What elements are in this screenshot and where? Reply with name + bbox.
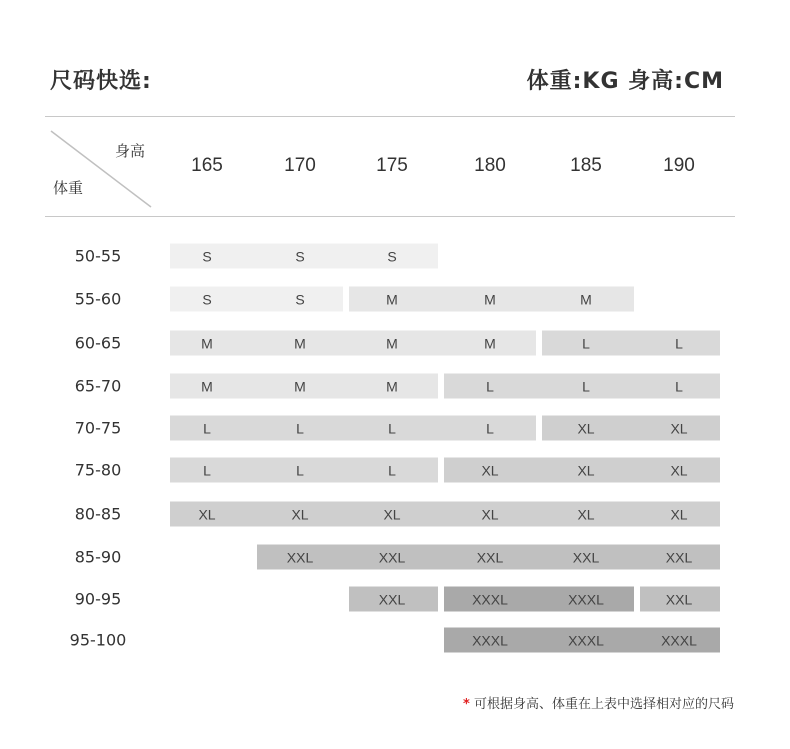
size-cell: M — [294, 378, 306, 394]
size-bar-m — [170, 374, 438, 399]
size-cell: S — [202, 291, 212, 307]
row-label-85-90: 85-90 — [74, 547, 122, 567]
units-label: 体重:KG 身高:CM — [526, 69, 724, 94]
size-cell: M — [294, 335, 306, 351]
size-cell: L — [296, 462, 304, 478]
size-cell: M — [201, 378, 213, 394]
row-label-50-55: 50-55 — [74, 246, 122, 266]
size-bar-s — [170, 287, 343, 312]
column-header-165: 165 — [191, 155, 223, 176]
size-bar-xl — [542, 416, 720, 441]
size-bar-l — [170, 458, 438, 483]
size-bar-xxl — [349, 587, 438, 612]
size-cell: XL — [577, 420, 595, 436]
size-cell: L — [203, 462, 211, 478]
size-bar-m — [349, 287, 634, 312]
footnote-text: 可根据身高、体重在上表中选择相对应的尺码 — [473, 697, 734, 712]
row-label-65-70: 65-70 — [74, 376, 122, 396]
size-bar-l — [170, 416, 536, 441]
size-cell: XL — [670, 420, 688, 436]
row-label-80-85: 80-85 — [74, 504, 122, 524]
size-cell: S — [202, 248, 212, 264]
size-cell: XL — [577, 506, 595, 522]
size-cell: S — [295, 291, 305, 307]
row-label-55-60: 55-60 — [74, 289, 122, 309]
size-bar-xl — [170, 502, 720, 527]
size-bar-m — [170, 331, 536, 356]
size-cell: M — [201, 335, 213, 351]
size-cell: XL — [291, 506, 309, 522]
size-bar-l — [542, 331, 720, 356]
header-divider — [45, 216, 735, 217]
column-header-180: 180 — [474, 155, 506, 176]
row-label-95-100: 95-100 — [69, 630, 127, 650]
column-header-190: 190 — [663, 155, 695, 176]
size-cell: XXXL — [661, 632, 697, 648]
size-cell: XXL — [572, 549, 600, 565]
size-cell: M — [386, 378, 398, 394]
size-cell: XL — [383, 506, 401, 522]
size-cell: XXL — [378, 549, 406, 565]
column-header-185: 185 — [570, 155, 602, 176]
size-bar-l — [444, 374, 720, 399]
size-cell: XL — [481, 462, 499, 478]
size-cell: L — [388, 420, 396, 436]
size-cell: S — [295, 248, 305, 264]
footnote-star: * — [463, 697, 470, 712]
size-cell: XXXL — [472, 591, 508, 607]
row-label-70-75: 70-75 — [74, 418, 122, 438]
size-cell: XL — [198, 506, 216, 522]
size-cell: XL — [481, 506, 499, 522]
size-bar-xl — [444, 458, 720, 483]
size-cell: S — [387, 248, 397, 264]
size-cell: L — [582, 378, 590, 394]
size-cell: XL — [670, 462, 688, 478]
size-bar-xxxl — [444, 628, 720, 653]
size-cell: XXXL — [568, 632, 604, 648]
size-cell: XL — [577, 462, 595, 478]
column-header-170: 170 — [284, 155, 316, 176]
size-cell: XXL — [476, 549, 504, 565]
size-cell: L — [486, 378, 494, 394]
footnote — [463, 693, 734, 712]
corner-height-label: 身高 — [115, 142, 146, 160]
size-cell: L — [582, 335, 590, 351]
size-bar-s — [170, 244, 438, 269]
size-cell: M — [386, 335, 398, 351]
size-cell: XXXL — [568, 591, 604, 607]
top-divider — [45, 116, 735, 117]
size-cell: XXXL — [472, 632, 508, 648]
size-cell: XXL — [378, 591, 406, 607]
size-cell: XXL — [665, 549, 693, 565]
size-cell: XL — [670, 506, 688, 522]
size-cell: XXL — [286, 549, 314, 565]
page-title: 尺码快选: — [50, 69, 152, 94]
size-cell: L — [675, 335, 683, 351]
size-cell: M — [386, 291, 398, 307]
size-cell: L — [675, 378, 683, 394]
size-bar-xxl — [257, 545, 720, 570]
size-bar-xxxl — [444, 587, 634, 612]
row-label-75-80: 75-80 — [74, 460, 122, 480]
row-label-90-95: 90-95 — [74, 589, 122, 609]
size-cell: L — [203, 420, 211, 436]
size-cell: L — [486, 420, 494, 436]
size-cell: M — [484, 335, 496, 351]
corner-weight-label: 体重 — [53, 179, 84, 197]
size-cell: L — [388, 462, 396, 478]
size-cell: M — [484, 291, 496, 307]
size-bar-xxl — [640, 587, 720, 612]
row-label-60-65: 60-65 — [74, 333, 122, 353]
size-cell: XXL — [665, 591, 693, 607]
size-cell: M — [580, 291, 592, 307]
column-header-175: 175 — [376, 155, 408, 176]
size-cell: L — [296, 420, 304, 436]
